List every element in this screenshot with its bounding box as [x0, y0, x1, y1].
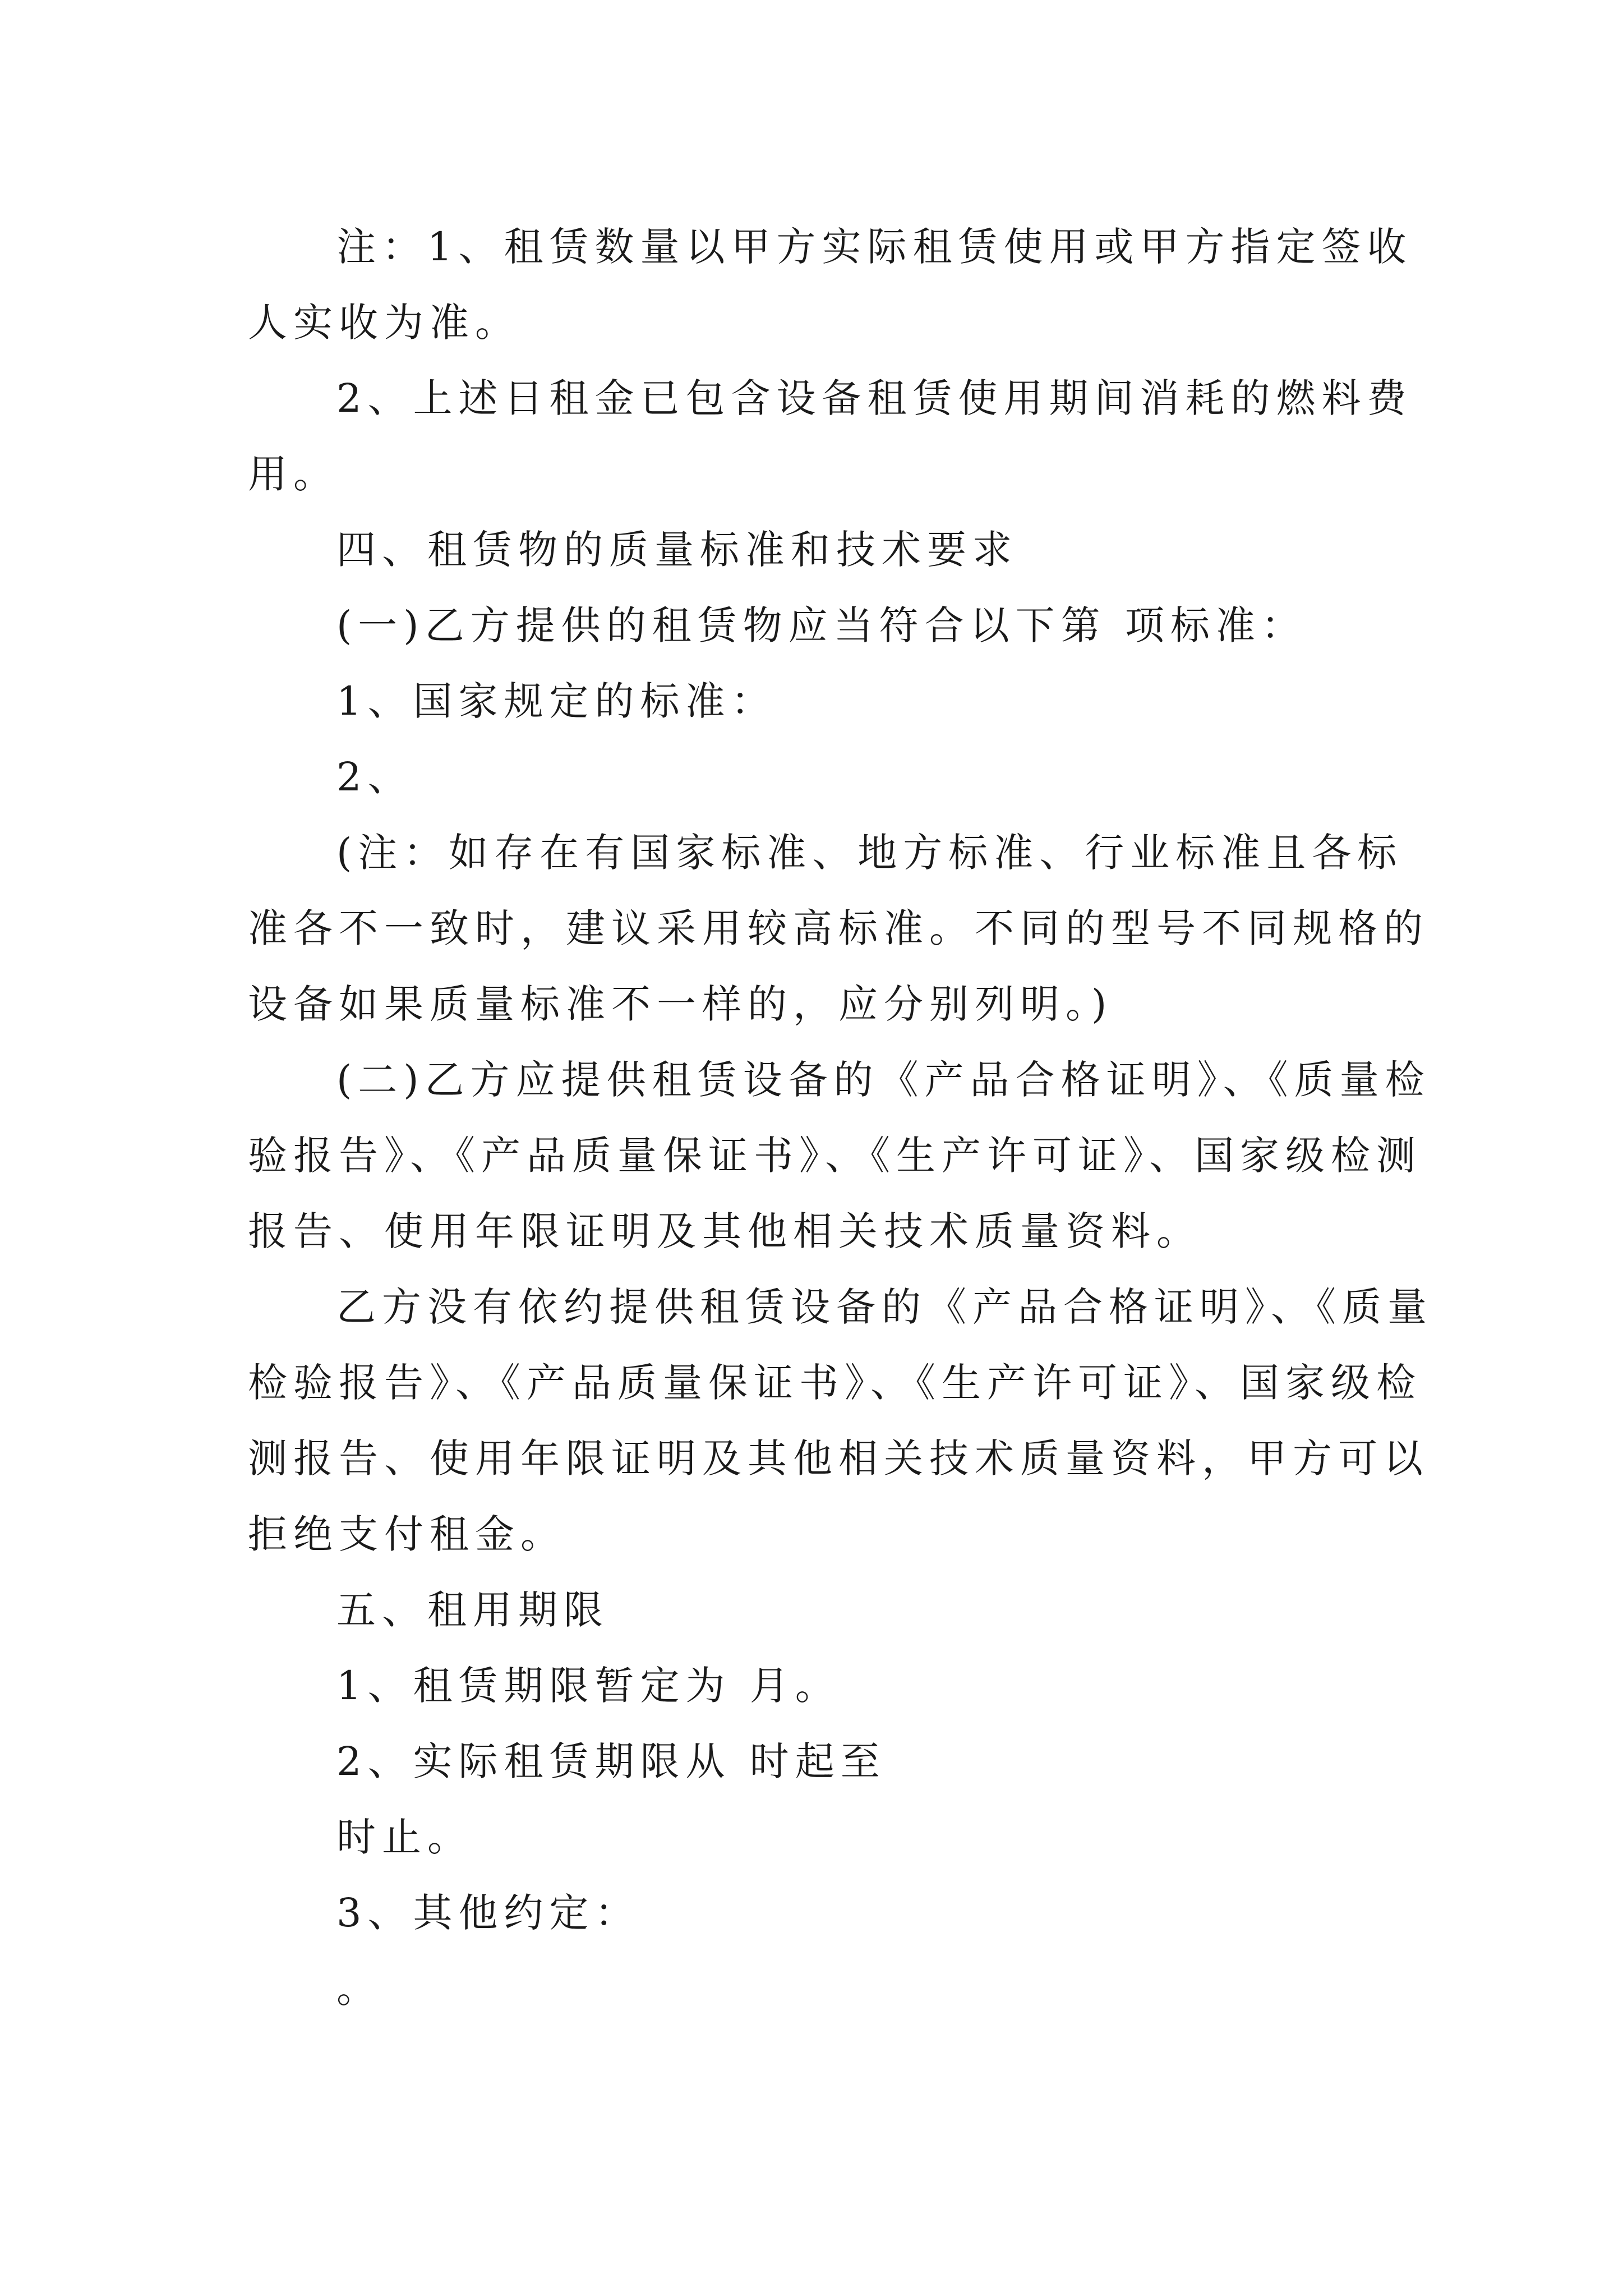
clause-4-3-line-1: 乙方没有依约提供租赁设备的《产品合格证明》、《质量 — [336, 1284, 1433, 1330]
clause-4-1: (一)乙方提供的租赁物应当符合以下第 项标准： — [336, 602, 1307, 648]
section-4-heading: 四、租赁物的质量标准和技术要求 — [336, 527, 1018, 573]
note-2-line-2: 用。 — [248, 451, 339, 497]
clause-4-3-line-2: 检验报告》、《产品质量保证书》、《生产许可证》、国家级检 — [248, 1360, 1422, 1406]
note-2-line-1: 2、上述日租金已包含设备租赁使用期间消耗的燃料费 — [336, 375, 1413, 421]
clause-4-3-line-3: 测报告、使用年限证明及其他相关技术质量资料，甲方可以 — [248, 1435, 1429, 1481]
clause-5-3-end: 。 — [336, 1966, 382, 2012]
clause-4-3-line-4: 拒绝支付租金。 — [248, 1511, 566, 1557]
clause-4-2-line-3: 报告、使用年限证明及其他相关技术质量资料。 — [248, 1208, 1202, 1254]
standard-note-line-1: (注：如存在有国家标准、地方标准、行业标准且各标 — [336, 830, 1403, 876]
clause-4-2-line-1: (二)乙方应提供租赁设备的《产品合格证明》、《质量检 — [336, 1057, 1431, 1103]
clause-5-2-line-1: 2、实际租赁期限从 时起至 — [336, 1738, 886, 1784]
clause-4-1-item-1: 1、国家规定的标准： — [336, 678, 777, 724]
standard-note-line-2: 准各不一致时，建议采用较高标准。不同的型号不同规格的 — [248, 905, 1429, 951]
clause-4-1-item-2: 2、 — [336, 754, 413, 800]
clause-5-3: 3、其他约定： — [336, 1890, 640, 1936]
clause-5-2-line-2: 时止。 — [336, 1814, 473, 1860]
clause-5-1: 1、租赁期限暂定为 月。 — [336, 1663, 841, 1709]
standard-note-line-3: 设备如果质量标准不一样的，应分别列明。) — [248, 981, 1113, 1027]
clause-4-2-line-2: 验报告》、《产品质量保证书》、《生产许可证》、国家级检测 — [248, 1133, 1422, 1179]
note-1-line-1: 注：1、租赁数量以甲方实际租赁使用或甲方指定签收 — [336, 224, 1413, 270]
section-5-heading: 五、租用期限 — [336, 1587, 609, 1633]
note-1-line-2: 人实收为准。 — [248, 300, 520, 346]
